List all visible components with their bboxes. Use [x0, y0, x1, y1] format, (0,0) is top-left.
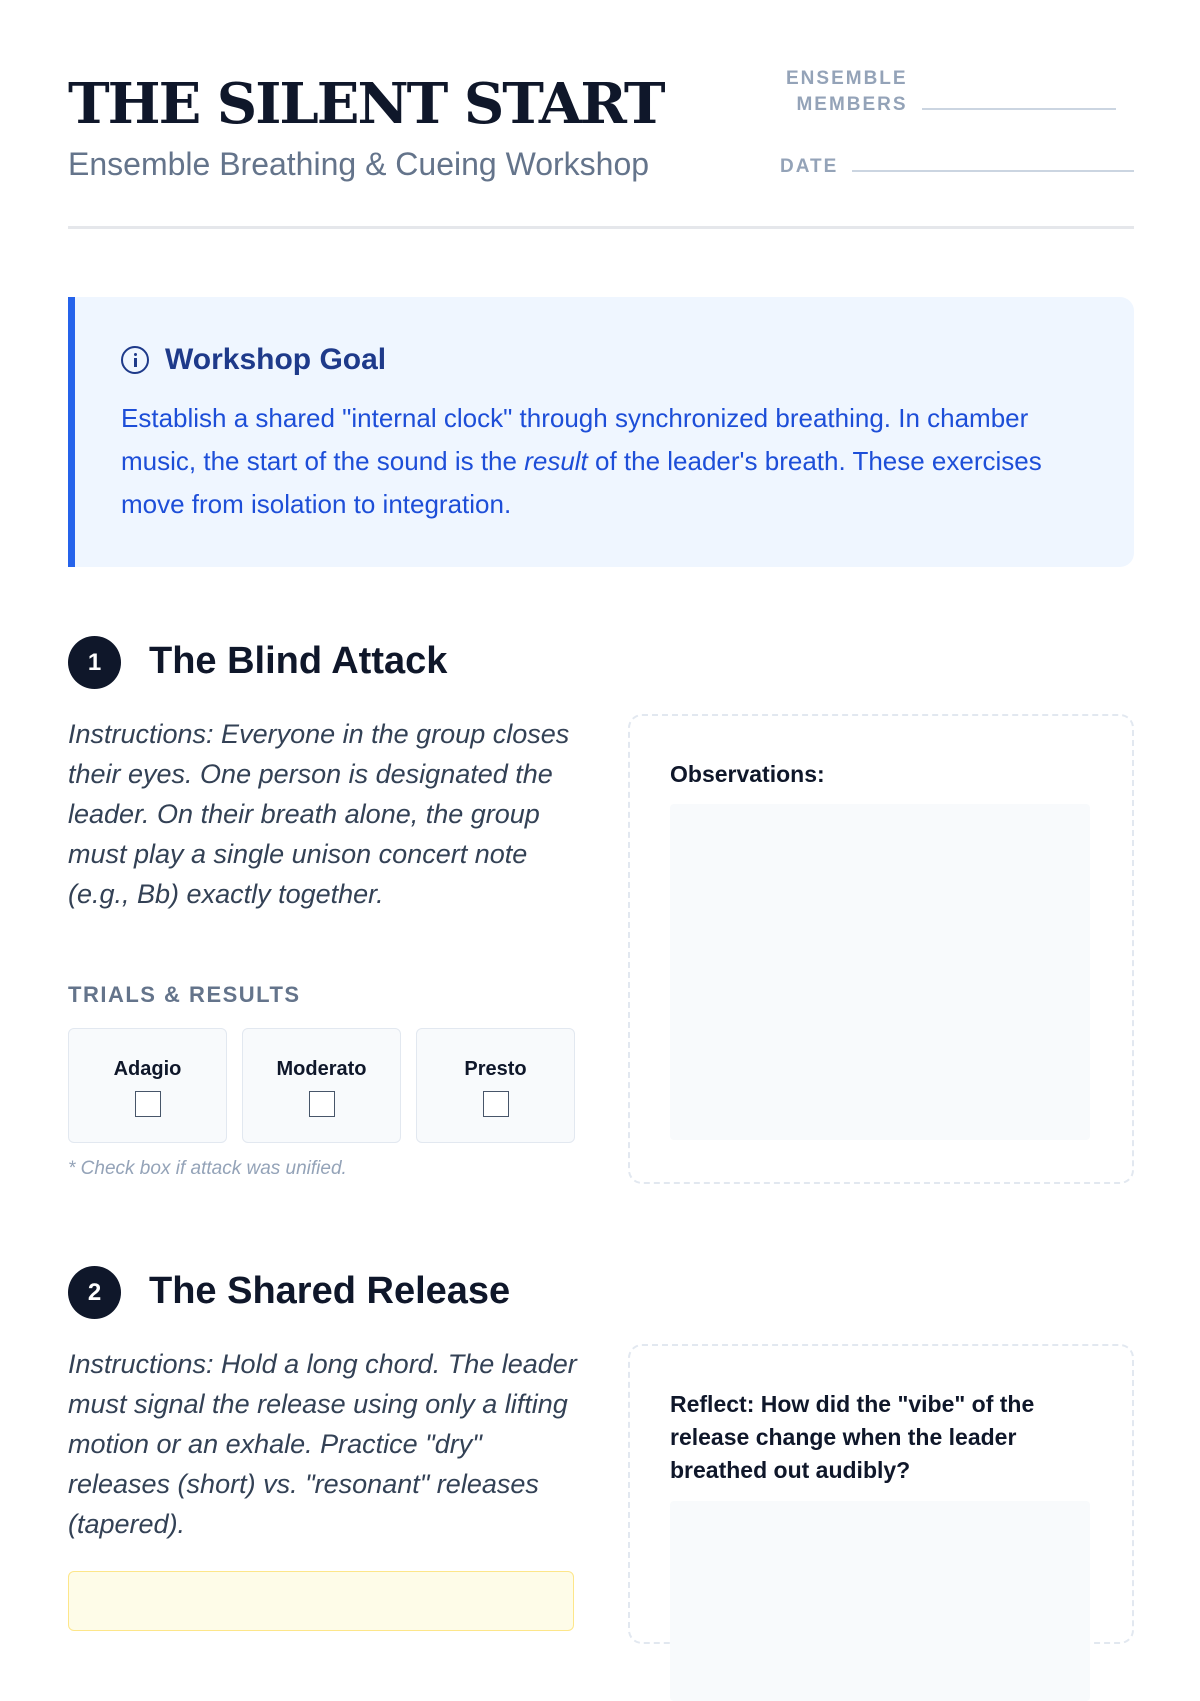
date-label: DATE [780, 156, 839, 177]
workshop-goal-callout [68, 297, 1134, 567]
section-number-badge: 1 [68, 636, 121, 689]
trial-checkbox[interactable] [309, 1091, 335, 1117]
section-title: The Blind Attack [149, 640, 448, 682]
info-icon [121, 346, 149, 374]
trial-checkbox[interactable] [135, 1091, 161, 1117]
reflection-prompt: Reflect: How did the "vibe" of the release change when the leader breathed out audibly? [670, 1391, 1035, 1483]
trial-card-moderato [242, 1028, 401, 1143]
page-subtitle: Ensemble Breathing & Cueing Workshop [68, 146, 650, 182]
reflection-card [628, 1344, 1134, 1644]
observations-card [628, 714, 1134, 1184]
goal-emphasis: result [524, 446, 588, 476]
trial-label: Presto [464, 1058, 527, 1080]
trial-checkbox[interactable] [483, 1091, 509, 1117]
goal-title: Workshop Goal [165, 343, 387, 376]
page-title: THE SILENT START [68, 71, 664, 137]
observations-label: Observations: [670, 761, 825, 787]
goal-heading [121, 343, 386, 377]
trial-label: Adagio [113, 1058, 182, 1080]
section-title: The Shared Release [149, 1270, 511, 1312]
trial-card-adagio [68, 1028, 227, 1143]
reflection-input[interactable] [670, 1501, 1090, 1701]
goal-text: Establish a shared "internal clock" through synchronized breathing. In chamber music, the start of the sound is the result of the leader's breath. These exercises move from isolation to integration. [121, 403, 1042, 519]
ensemble-members-label: ENSEMBLE MEMBERS [786, 68, 908, 115]
trials-label: TRIALS & RESULTS [68, 982, 301, 1007]
trials-note: * Check box if attack was unified. [68, 1158, 347, 1179]
observations-input[interactable] [670, 804, 1090, 1140]
ensemble-members-field [786, 66, 1116, 118]
trial-label: Moderato [276, 1058, 367, 1080]
trials-grid [68, 1028, 575, 1143]
section-instructions: Instructions: Everyone in the group closes their eyes. One person is designated the leader. On their breath alone, the group must play a single unison concert note (e.g., Bb) exactly together. [68, 719, 570, 909]
section-instructions: Instructions: Hold a long chord. The leader must signal the release using only a lifting motion or an exhale. Practice "dry" releases (short) vs. "resonant" releases (tapered). [68, 1349, 577, 1539]
trial-card-presto [416, 1028, 575, 1143]
release-tip-box [68, 1571, 574, 1631]
date-field [780, 154, 1134, 180]
ensemble-members-input-line[interactable] [922, 108, 1116, 110]
worksheet-page [68, 0, 1134, 1600]
date-input-line[interactable] [852, 170, 1134, 172]
header-divider [68, 226, 1134, 229]
section-number-badge: 2 [68, 1266, 121, 1319]
